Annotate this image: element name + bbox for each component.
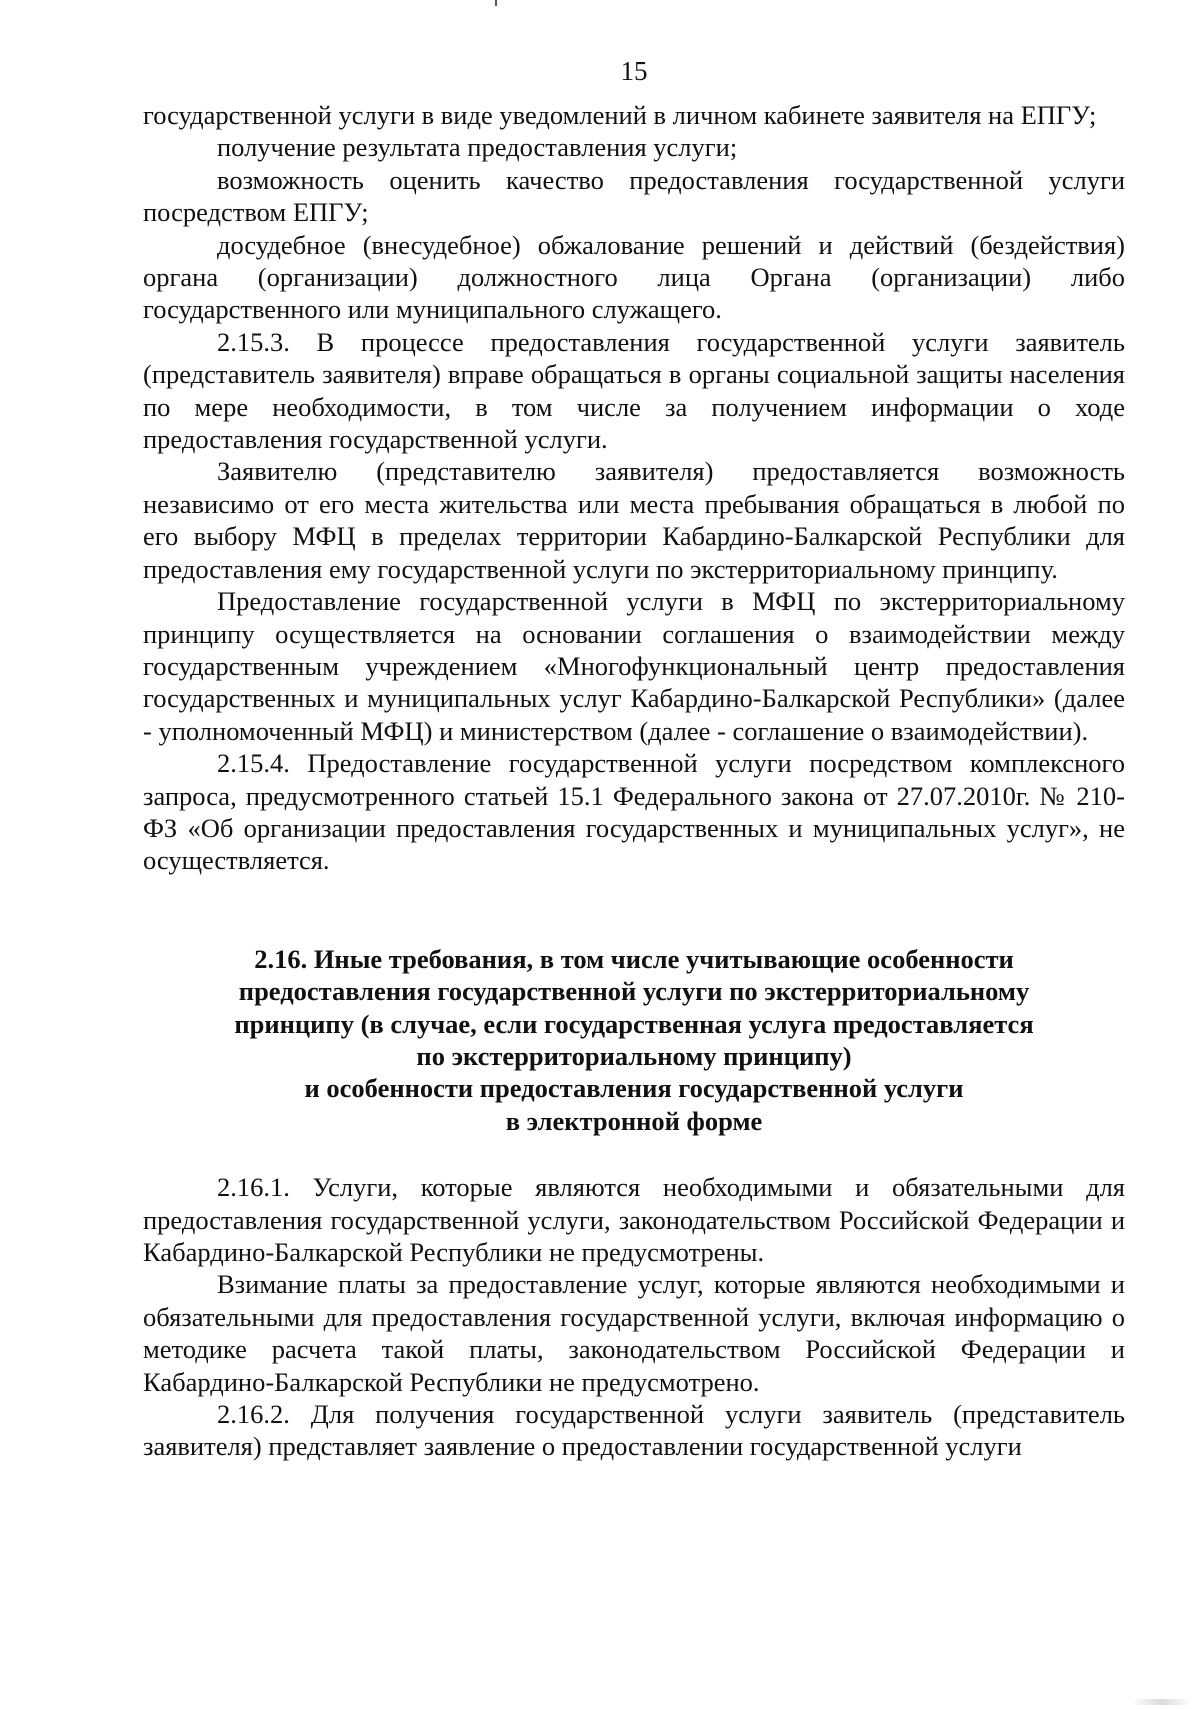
heading-line: и особенности предоставления государственной услуги [304, 1073, 964, 1104]
paragraph-2-16-1: 2.16.1. Услуги, которые являются необходимыми и обязательными для предоставления государственной услуги, законодательством Российской Федерации и Кабардино-Балкарской Республики не предусмотрены. [143, 1172, 1125, 1267]
heading-line: по экстерриториальному принципу) [416, 1040, 852, 1071]
paragraph-fee-collection: Взимание платы за предоставление услуг, которые являются необходимыми и обязательными для предоставления государственной услуги, включая информацию о методике расчета такой платы, законодательством Российской Федерации и Кабардино-Балкарской Республики не предусмотрено. [143, 1269, 1125, 1397]
paragraph-mfc-agreement: Предоставление государственной услуги в МФЦ по экстерриториальному принципу осуществляется на основании соглашения о взаимодействии между государственным учреждением «Многофункциональный центр предоставления государственных и муниципальных услуг Кабардино-Балкарской Республики» (далее - уполномоченный МФЦ) и министерством (далее - соглашение о взаимодействии). [143, 586, 1125, 746]
paragraph-2-15-4: 2.15.4. Предоставление государственной услуги посредством комплексного запроса, предусмотренного статьей 15.1 Федерального закона от 27.07.2010г. № 210-ФЗ «Об организации предоставления государственных и муниципальных услуг», не осуществляется. [143, 748, 1125, 876]
page-number: 15 [620, 56, 648, 86]
paragraph-extraterritorial-right: Заявителю (представителю заявителя) предоставляется возможность независимо от его места жительства или места пребывания обращаться в любой по его выбору МФЦ в пределах территории Кабардино-Балкарской Республики для предоставления ему государственной услуги по экстерриториальному принципу. [143, 456, 1125, 584]
section-heading-2-16 [143, 943, 1125, 1137]
scan-artifact-smudge [1132, 1699, 1192, 1705]
document-page [143, 55, 1125, 1463]
paragraph-2-15-3: 2.15.3. В процессе предоставления государственной услуги заявитель (представитель заявителя) вправе обращаться в органы социальной защиты населения по мере необходимости, в том числе за получением информации о ходе предоставления государственной услуги. [143, 326, 1125, 455]
paragraph-result-receipt: получение результата предоставления услуги; [217, 132, 738, 163]
paragraph-pretrial-appeal: досудебное (внесудебное) обжалование решений и действий (бездействия) органа (организации) должностного лица Органа (организации) либо государственного или муниципального служащего. [143, 229, 1125, 325]
paragraph-quality-evaluation: возможность оценить качество предоставления государственной услуги посредством ЕПГУ; [143, 164, 1125, 228]
heading-line: 2.16. Иные требования, в том числе учитывающие особенности [254, 943, 1014, 974]
heading-line: предоставления государственной услуги по экстерриториальному [238, 976, 1030, 1007]
paragraph-2-16-2: 2.16.2. Для получения государственной услуги заявитель (представитель заявителя) представляет заявление о предоставлении государственной услуги [143, 1399, 1125, 1462]
scan-artifact-mark [495, 0, 497, 6]
heading-line: принципу (в случае, если государственная услуга предоставляется [234, 1008, 1034, 1039]
heading-line: в электронной форме [505, 1105, 763, 1136]
paragraph-epgu-notifications: государственной услуги в виде уведомлений в личном кабинете заявителя на ЕПГУ; [143, 100, 1097, 130]
